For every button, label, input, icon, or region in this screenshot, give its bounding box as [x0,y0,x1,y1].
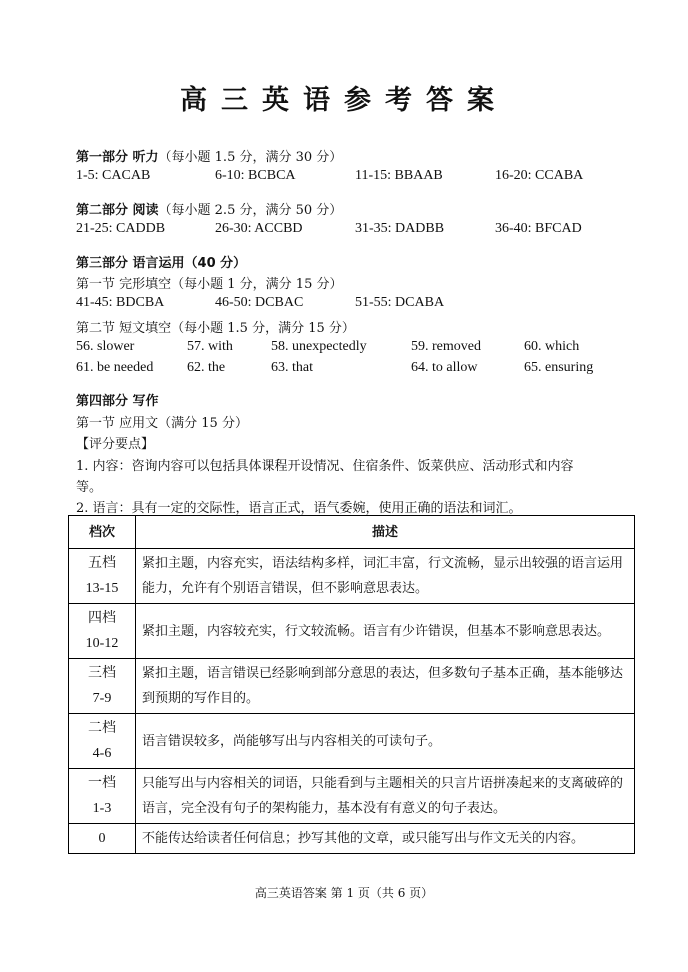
answer: 26-30: ACCBD [215,221,303,236]
level-cell [69,769,136,824]
answer: 6-10: BCBCA [215,168,296,183]
table-row [69,769,635,824]
table-header [69,516,635,549]
level: 一档 [88,776,116,791]
scoring-point-1-cont: 等。 [76,480,103,495]
answer: 11-15: BBAAB [355,168,443,183]
scoring-point-2: 2. 语言：具有一定的交际性，语言正式，语气委婉，使用正确的语法和词汇。 [76,501,522,516]
part4-heading: 第四部分 写作 [76,394,159,409]
part4-section1: 第一节 应用文（满分 15 分） [76,416,248,431]
answer: 31-35: DADBB [355,221,445,236]
answer: 56. slower [76,339,135,354]
part3-section1: 第一节 完形填空（每小题 1 分，满分 15 分） [76,277,343,292]
description: 紧扣主题，语言错误已经影响到部分意思的表达，但多数句子基本正确，基本能够达到预期的写作目的。 [136,659,635,714]
answer: 41-45: BDCBA [76,295,165,310]
header-description: 描述 [136,516,635,549]
grading-table [68,515,635,854]
level: 三档 [88,666,116,681]
part2-heading [76,199,342,218]
answer: 51-55: DCABA [355,295,445,310]
page-title: 高三英语参考答案 [180,85,508,116]
part1-note: （每小题 1.5 分，满分 30 分） [158,150,343,165]
answer: 64. to allow [411,360,478,375]
table-row [69,714,635,769]
table-row [69,824,635,854]
part3-heading: 第三部分 语言运用（40 分） [76,256,247,271]
level-cell [69,714,136,769]
page-footer: 高三英语答案 第 1 页（共 6 页） [254,886,434,900]
level-cell: 0 [69,824,136,854]
level-cell [69,659,136,714]
part1-heading [76,146,342,165]
answer: 59. removed [411,339,481,354]
description: 语言错误较多，尚能够写出与内容相关的可读句子。 [136,714,635,769]
answer: 61. be needed [76,360,154,375]
score-range: 13-15 [85,581,119,596]
answer: 57. with [187,339,233,354]
description: 紧扣主题，内容较充实，行文较流畅。语言有少许错误，但基本不影响意思表达。 [136,604,635,659]
score-range: 1-3 [92,801,112,816]
part2-note: （每小题 2.5 分，满分 50 分） [158,203,343,218]
answer: 21-25: CADDB [76,221,166,236]
table-row [69,549,635,604]
level: 四档 [88,611,116,626]
answer: 60. which [524,339,580,354]
level-cell [69,604,136,659]
description: 不能传达给读者任何信息；抄写其他的文章，或只能写出与作文无关的内容。 [136,824,635,854]
answer: 16-20: CCABA [495,168,584,183]
table-row [69,659,635,714]
score-range: 7-9 [92,691,112,706]
part1-title: 第一部分 听力 [76,150,159,165]
description: 只能写出与内容相关的词语，只能看到与主题相关的只言片语拼凑起来的支离破碎的语言，完全没有句子的架构能力，基本没有有意义的句子表达。 [136,769,635,824]
answer: 1-5: CACAB [76,168,151,183]
answer: 63. that [271,360,313,375]
scoring-points-label: 【评分要点】 [76,437,155,452]
scoring-point-1: 1. 内容：咨询内容可以包括具体课程开设情况、住宿条件、饭菜供应、活动形式和内容 [76,459,574,474]
table-row [69,604,635,659]
description: 紧扣主题，内容充实，语法结构多样，词汇丰富，行文流畅，显示出较强的语言运用能力，允许有个别语言错误，但不影响意思表达。 [136,549,635,604]
answer: 36-40: BFCAD [495,221,582,236]
score-range: 4-6 [92,746,112,761]
answer: 62. the [187,360,226,375]
level: 二档 [88,721,116,736]
header-level: 档次 [69,516,136,549]
level: 五档 [88,556,116,571]
answer: 65. ensuring [524,360,594,375]
score-range: 10-12 [85,636,119,651]
part2-title: 第二部分 阅读 [76,203,159,218]
answer: 58. unexpectedly [271,339,367,354]
answer: 46-50: DCBAC [215,295,304,310]
level-cell [69,549,136,604]
part3-section2: 第二节 短文填空（每小题 1.5 分，满分 15 分） [76,321,355,336]
